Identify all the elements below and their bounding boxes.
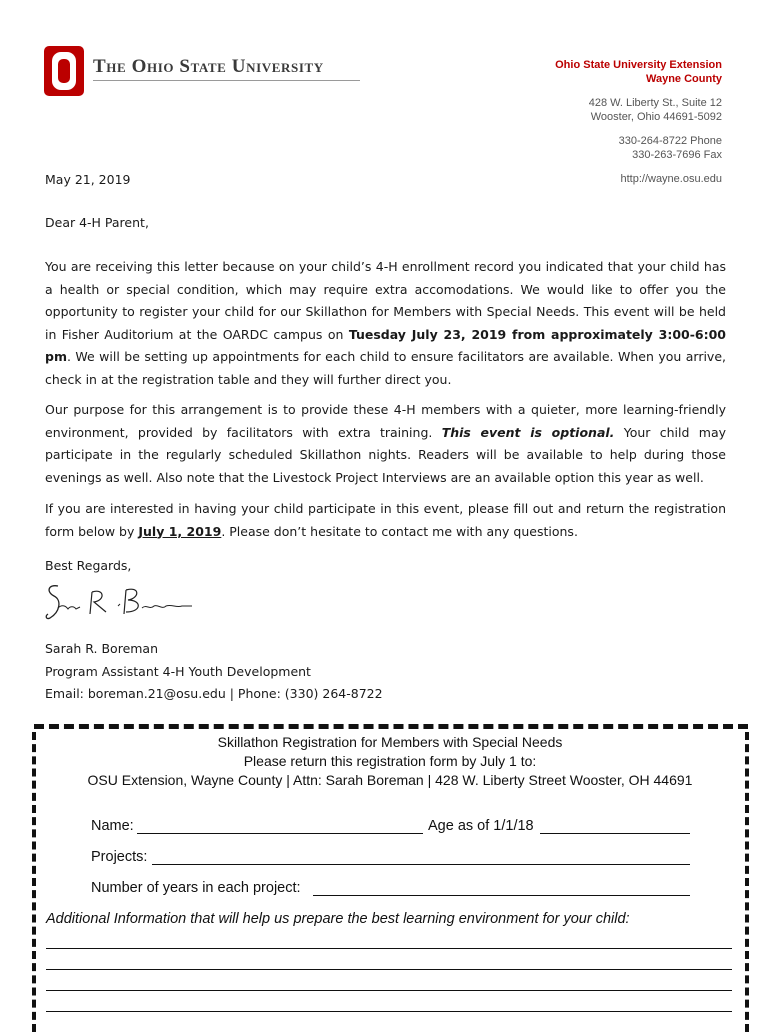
form-title: Skillathon Registration for Members with Special Needs xyxy=(217,734,563,750)
signer-title: Program Assistant 4-H Youth Development xyxy=(45,663,311,679)
form-cut-border-right xyxy=(745,732,749,1032)
registration-deadline: July 1, 2019 xyxy=(138,523,222,539)
address-line-2: Wooster, Ohio 44691-5092 xyxy=(590,111,722,123)
fax-number: 330-263-7696 Fax xyxy=(632,149,722,161)
header-divider xyxy=(93,80,360,81)
website-link[interactable]: http://wayne.osu.edu xyxy=(620,173,722,185)
address-line-1: 428 W. Liberty St., Suite 12 xyxy=(588,97,722,109)
form-cut-border-top xyxy=(34,724,748,729)
name-label: Name: xyxy=(91,818,134,834)
additional-info-line-2[interactable] xyxy=(46,969,732,970)
projects-field[interactable] xyxy=(152,864,690,865)
closing: Best Regards, xyxy=(45,558,132,573)
optional-notice: This event is optional. xyxy=(441,424,615,440)
paragraph-2-text-b: Your child may participate in the regularly scheduled Skillathon nights. Readers will be available to help during those evenings as well. Also note that the Livestock Project Interviews are an available option this year as well. xyxy=(45,424,726,485)
paragraph-3-text-a: If you are interested in having your child participate in this event, please fill out and return the registration form below by xyxy=(45,501,726,539)
signature-block xyxy=(45,638,726,706)
paragraph-1-text-b: . We will be setting up appointments for each child to ensure facilitators are available. When you arrive, check in at the registration table and they will further direct you. xyxy=(45,349,726,387)
paragraph-1-text-a: You are receiving this letter because on your child’s 4-H enrollment record you indicated that your child has a health or special condition, which may require extra accomodations. We would like to offer you the opportunity to register your child for our Skillathon for Members with Special Needs. This event will be held in Fisher Auditorium at the OARDC campus on xyxy=(45,259,726,342)
form-cut-border-left xyxy=(32,732,36,1032)
university-name: The Ohio State University xyxy=(93,56,324,77)
event-datetime: Tuesday July 23, 2019 from approximately 3:00-6:00 pm xyxy=(45,326,726,364)
additional-info-line-1[interactable] xyxy=(46,948,732,949)
paragraph-2-text-a: Our purpose for this arrangement is to provide these 4-H members with a quieter, more learning-friendly environment, provided by facilitators with extra training. xyxy=(45,402,726,440)
paragraph-3 xyxy=(45,498,726,543)
salutation: Dear 4-H Parent, xyxy=(45,215,149,230)
age-field[interactable] xyxy=(540,833,690,834)
signer-contact: Email: boreman.21@osu.edu | Phone: (330) 264-8722 xyxy=(45,686,383,701)
age-label: Age as of 1/1/18 xyxy=(428,818,534,834)
additional-info-line-3[interactable] xyxy=(46,990,732,991)
form-instruction: Please return this registration form by July 1 to: xyxy=(243,753,537,769)
osu-block-o-logo xyxy=(44,46,84,96)
projects-label: Projects: xyxy=(91,849,148,865)
paragraph-3-text-b: . Please don’t hesitate to contact me with any questions. xyxy=(221,523,578,539)
form-header xyxy=(40,733,740,790)
phone-number: 330-264-8722 Phone xyxy=(618,135,722,147)
county-name: Wayne County xyxy=(646,73,722,85)
paragraph-2 xyxy=(45,399,726,489)
extension-contact-block xyxy=(555,58,722,186)
additional-info-line-4[interactable] xyxy=(46,1011,732,1012)
additional-info-label: Additional Information that will help us prepare the best learning environment for your child: xyxy=(46,911,630,927)
form-return-address: OSU Extension, Wayne County | Attn: Sarah Boreman | 428 W. Liberty Street Wooster, OH 44691 xyxy=(87,772,693,788)
name-field[interactable] xyxy=(137,833,423,834)
years-field[interactable] xyxy=(313,895,690,896)
handwritten-signature xyxy=(44,578,194,626)
extension-title: Ohio State University Extension xyxy=(555,59,722,71)
letter-date: May 21, 2019 xyxy=(45,172,131,187)
paragraph-1 xyxy=(45,256,726,391)
years-label: Number of years in each project: xyxy=(91,880,301,896)
signer-name: Sarah R. Boreman xyxy=(45,641,159,656)
